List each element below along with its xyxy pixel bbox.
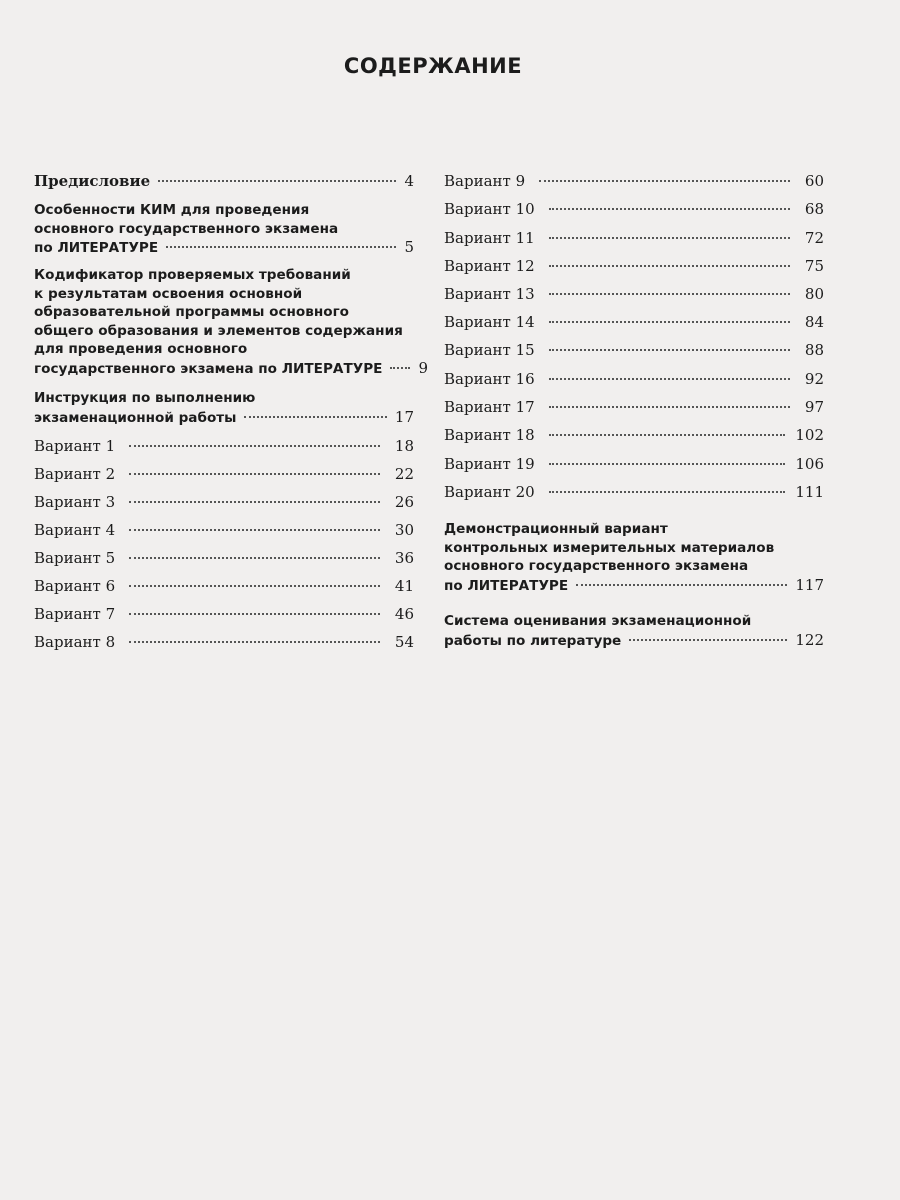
toc-entry-line: экзаменационной работы	[34, 409, 237, 426]
dot-leader	[629, 639, 787, 641]
dot-leader	[549, 237, 790, 239]
toc-entry-preface[interactable]	[34, 172, 414, 190]
dot-leader	[244, 416, 386, 418]
dot-leader	[576, 584, 787, 586]
toc-entry-label: Вариант 16	[444, 370, 535, 388]
toc-entry-line: образовательной программы основного	[34, 304, 350, 321]
toc-entry-line: Кодификатор проверяемых требований	[34, 267, 351, 283]
toc-page-number: 60	[804, 172, 824, 190]
toc-entry-line: Демонстрационный вариант	[444, 521, 668, 537]
toc-entry-line: по ЛИТЕРАТУРЕ	[444, 577, 569, 594]
toc-entry-variant[interactable]	[444, 341, 824, 359]
toc-entry-line: Система оценивания экзаменационной	[444, 613, 752, 629]
toc-page-number: 102	[795, 426, 824, 444]
toc-entry-line: основного государственного экзамена	[34, 220, 339, 237]
toc-entry-label: Вариант 18	[444, 426, 535, 444]
toc-entry-variant[interactable]	[444, 426, 824, 444]
toc-page-number: 84	[804, 313, 824, 331]
dot-leader	[129, 529, 380, 531]
toc-entry-label: Вариант 20	[444, 483, 535, 501]
toc-entry-label: Вариант 13	[444, 285, 535, 303]
toc-entry-line: по ЛИТЕРАТУРЕ	[34, 240, 159, 257]
dot-leader	[129, 473, 380, 475]
toc-entry-variant[interactable]	[34, 605, 414, 623]
toc-entry-variant[interactable]	[444, 483, 824, 501]
toc-entry-label: Вариант 11	[444, 229, 535, 247]
dot-leader	[129, 641, 380, 643]
toc-entry-variant[interactable]	[444, 398, 824, 416]
toc-entry-codifier[interactable]	[34, 266, 429, 379]
toc-entry-variant[interactable]	[34, 493, 414, 511]
toc-entry-variant[interactable]	[34, 633, 414, 651]
toc-page-number: 106	[795, 455, 824, 473]
toc-entry-variant[interactable]	[34, 577, 414, 595]
dot-leader	[549, 349, 790, 351]
toc-entry-label: Вариант 4	[34, 521, 116, 539]
toc-page-number: 111	[795, 483, 824, 501]
toc-entry-demo[interactable]	[444, 520, 824, 595]
toc-entry-grading[interactable]	[444, 612, 824, 650]
toc-entry-variant[interactable]	[444, 313, 824, 331]
dot-leader	[158, 180, 396, 182]
toc-entry-line: для проведения основного	[34, 341, 248, 358]
dot-leader	[166, 246, 396, 248]
toc-entry-variant[interactable]	[444, 455, 824, 473]
toc-entry-variant[interactable]	[444, 370, 824, 388]
toc-entry-label: Вариант 2	[34, 465, 116, 483]
toc-entry-variant[interactable]	[444, 229, 824, 247]
toc-page-number: 68	[804, 200, 824, 218]
toc-entry-variant[interactable]	[444, 285, 824, 303]
dot-leader	[129, 557, 380, 559]
dot-leader	[549, 491, 786, 493]
dot-leader	[549, 434, 786, 436]
toc-entry-variant[interactable]	[34, 465, 414, 483]
toc-page-number: 80	[804, 285, 824, 303]
toc-page-number: 5	[404, 238, 414, 257]
toc-entry-label: Вариант 6	[34, 577, 116, 595]
toc-entry-line: к результатам освоения основной	[34, 285, 303, 302]
toc-entry-label: Вариант 3	[34, 493, 116, 511]
toc-page-number: 117	[795, 575, 824, 594]
toc-page-number: 17	[394, 407, 414, 426]
toc-entry-label: Вариант 17	[444, 398, 535, 416]
dot-leader	[549, 378, 790, 380]
dot-leader	[129, 445, 380, 447]
toc-entry-label: Вариант 10	[444, 200, 535, 218]
toc-page-number: 75	[804, 257, 824, 275]
toc-entry-variant[interactable]	[444, 257, 824, 275]
toc-entry-line: основного государственного экзамена	[444, 558, 749, 575]
toc-entry-line: государственного экзамена по ЛИТЕРАТУРЕ	[34, 360, 383, 377]
toc-entry-label: Вариант 7	[34, 605, 116, 623]
toc-entry-label: Вариант 14	[444, 313, 535, 331]
toc-entry-label: Вариант 8	[34, 633, 116, 651]
toc-entry-line: контрольных измерительных материалов	[444, 539, 775, 556]
dot-leader	[549, 208, 790, 210]
toc-entry-label: Вариант 5	[34, 549, 116, 567]
toc-page-number: 9	[418, 358, 429, 377]
toc-page-number: 41	[394, 577, 414, 595]
toc-entry-variant[interactable]	[444, 172, 824, 190]
dot-leader	[549, 293, 790, 295]
toc-page-number: 54	[394, 633, 414, 651]
toc-entry-line: Инструкция по выполнению	[34, 390, 256, 406]
toc-page-number: 97	[804, 398, 824, 416]
toc-entry-kim[interactable]	[34, 201, 414, 258]
toc-entry-label: Предисловие	[34, 172, 151, 190]
toc-page-number: 72	[804, 229, 824, 247]
toc-page-number: 88	[804, 341, 824, 359]
toc-entry-variant[interactable]	[34, 437, 414, 455]
toc-entry-variant[interactable]	[34, 521, 414, 539]
dot-leader	[549, 463, 786, 465]
toc-page-number: 122	[795, 630, 824, 649]
toc-entry-line: Особенности КИМ для проведения	[34, 202, 310, 218]
toc-page-number: 46	[394, 605, 414, 623]
toc-page-number: 26	[394, 493, 414, 511]
toc-entry-label: Вариант 9	[444, 172, 526, 190]
dot-leader	[549, 265, 790, 267]
toc-page-number: 36	[394, 549, 414, 567]
toc-entry-line: работы по литературе	[444, 632, 622, 649]
toc-page-number: 4	[404, 172, 414, 190]
dot-leader	[129, 501, 380, 503]
toc-entry-label: Вариант 12	[444, 257, 535, 275]
dot-leader	[549, 406, 790, 408]
toc-page-number: 30	[394, 521, 414, 539]
toc-entry-label: Вариант 1	[34, 437, 116, 455]
dot-leader	[390, 367, 410, 369]
toc-entry-instruction[interactable]	[34, 389, 414, 427]
dot-leader	[129, 585, 380, 587]
toc-entry-variant[interactable]	[444, 200, 824, 218]
toc-entry-label: Вариант 15	[444, 341, 535, 359]
toc-entry-label: Вариант 19	[444, 455, 535, 473]
toc-entry-line: общего образования и элементов содержания	[34, 322, 403, 339]
toc-page-number: 92	[804, 370, 824, 388]
toc-page-number: 22	[394, 465, 414, 483]
page-title: СОДЕРЖАНИЕ	[343, 54, 523, 78]
dot-leader	[129, 613, 380, 615]
toc-page-number: 18	[394, 437, 414, 455]
dot-leader	[539, 180, 790, 182]
dot-leader	[549, 321, 790, 323]
toc-entry-variant[interactable]	[34, 549, 414, 567]
